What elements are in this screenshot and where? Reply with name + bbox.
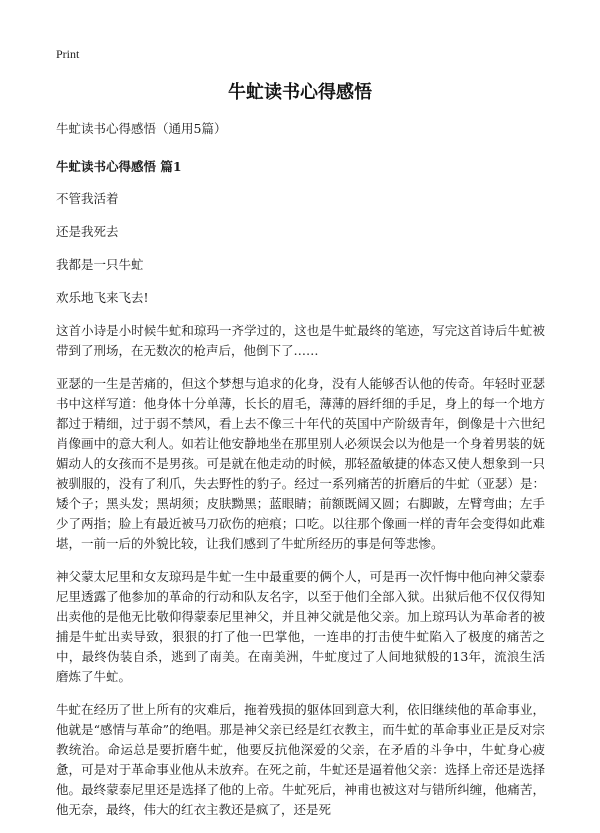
section-heading: 牛虻读书心得感悟 篇1 xyxy=(56,159,182,174)
print-link[interactable]: Print xyxy=(56,47,80,61)
paragraph: 牛虻在经历了世上所有的灾难后，拖着残损的躯体回到意大利，依旧继续他的革命事业，他就是“感情与革命”的绝唱。那是神父亲已经是红衣教主，而牛虻的革命事业正是反对宗教统治。命运总是要折磨牛虻，他要反抗他深爱的父亲，在矛盾的斗争中，牛虻身心疲惫，可是对于革命事业他从未放弃。在死之前，牛虻还是逼着他父亲：选择上帝还是选择他。最终蒙泰尼里还是选择了他的上帝。牛虻死后，神甫也被这对与错所纠缠，他痛苦，他无奈，最终，伟大的红衣主教还是疯了，还是死 xyxy=(56,702,545,817)
poem-line: 我都是一只牛虻 xyxy=(56,257,144,272)
page-title: 牛虻读书心得感悟 xyxy=(228,82,372,103)
poem-line: 不管我活着 xyxy=(56,191,119,206)
poem-line: 还是我死去 xyxy=(56,224,119,239)
paragraph: 这首小诗是小时候牛虻和琼玛一齐学过的，这也是牛虻最终的笔迹，写完这首诗后牛虻被带到了刑场，在无数次的枪声后，他倒下了…… xyxy=(56,323,545,358)
paragraph: 神父蒙太尼里和女友琼玛是牛虻一生中最重要的俩个人，可是再一次忏悔中他向神父蒙泰尼里透露了他参加的革命的行动和队友名字，以至于他们全部入狱。出狱后他不仅仅得知出卖他的是他无比敬仰得蒙泰尼里神父，并且神父就是他父亲。加上琼玛认为革命者的被捕是牛虻出卖导致，狠狠的打了他一巴掌他，一连串的打击使牛虻陷入了极度的痛苦之中，最终伪装自杀，逃到了南美。在南美洲，牛虻度过了人间地狱般的13年，流浪生活磨炼了牛虻。 xyxy=(56,569,545,684)
paragraph: 亚瑟的一生是苦痛的，但这个梦想与追求的化身，没有人能够否认他的传奇。年轻时亚瑟书中这样写道：他身体十分单薄，长长的眉毛，薄薄的唇纤细的手足，身上的每一个地方都过于精细，过于弱不禁风，看上去不像三十年代的英国中产阶级青年，倒像是十六世纪肖像画中的意大利人。如若让他安静地坐在那里别人必须误会以为他是一个身着男装的妩媚动人的女孩而不是男孩。可是就在他走动的时候，那轻盈敏捷的体态又使人想象到一只被驯服的，没有了利爪，失去野性的豹子。经过一系列痛苦的折磨后的牛虻（亚瑟）是：矮个子；黑头发；黑胡须；皮肤黝黑；蓝眼睛；前额既阔又圆；右脚跛，左臂弯曲；左手少了两指；脸上有最近被马刀砍伤的疤痕；口吃。以往那个像画一样的青年会变得如此难堪，一前一后的外貌比较，让我们感到了牛虻所经历的事是何等悲惨。 xyxy=(56,376,545,551)
article-body xyxy=(56,119,545,833)
poem-line: 欢乐地飞来飞去! xyxy=(56,290,149,305)
article-subtitle: 牛虻读书心得感悟（通用5篇） xyxy=(56,121,227,136)
